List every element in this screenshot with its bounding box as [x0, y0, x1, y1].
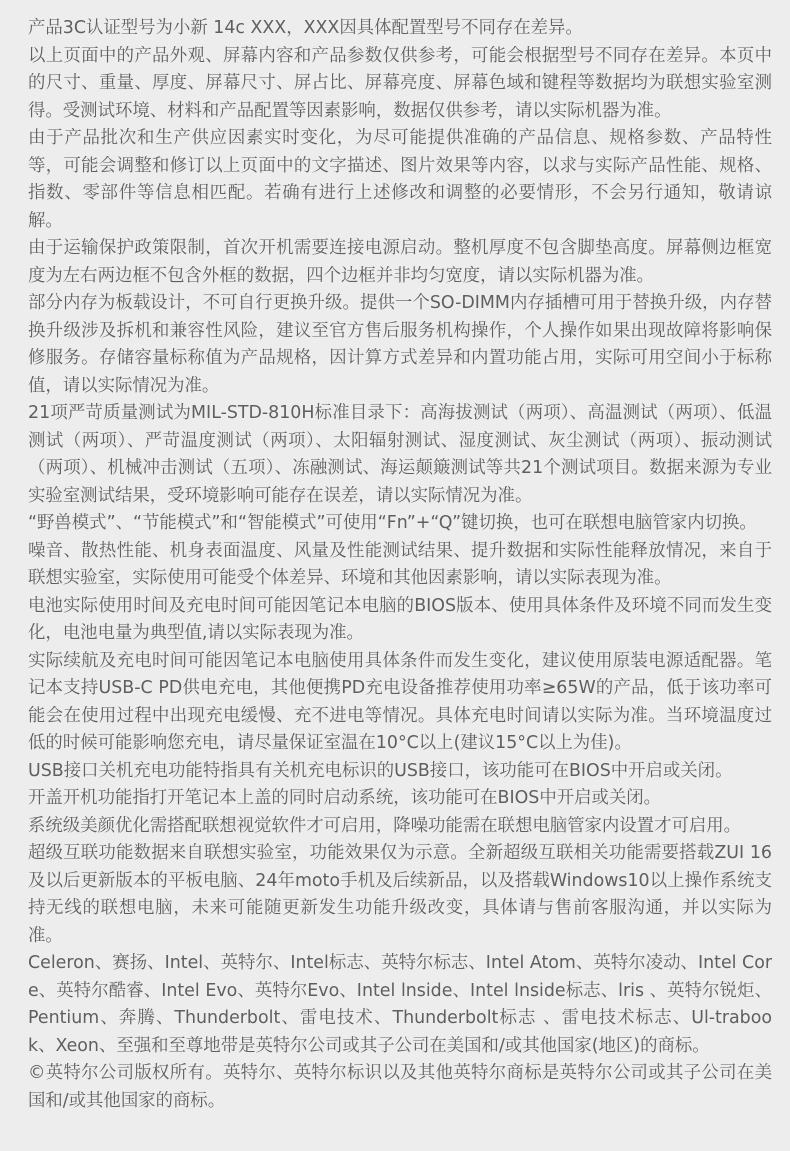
disclaimer-paragraph-beauty-denoise: 系统级美颜优化需搭配联想视觉软件才可启用，降噪功能需在联想电脑管家内设置才可启用。 — [28, 815, 742, 836]
disclaimer-paragraph-3c-model: 产品3C认证型号为小新 14c XXX，XXX因具体配置型号不同存在差异。 — [28, 18, 583, 38]
disclaimer-paragraph-thermal-noise: 噪音、散热性能、机身表面温度、风量及性能测试结果、提升数据和实际性能释放情况，来自于联想实验室，实际使用可能受个体差异、环境和其他因素影响，请以实际表现为准。 — [28, 540, 772, 588]
disclaimer-paragraph-super-connect: 超级互联功能数据来自联想实验室，功能效果仅为示意。全新超级互联相关功能需要搭载ZUI 16及以后更新版本的平板电脑、24年moto手机及后续新品，以及搭载Windows10以上操作系统支持无线的联想电脑，未来可能随更新发生功能升级改变，具体请与售前客服沟通，并以实际为准。 — [28, 843, 772, 946]
disclaimer-paragraph-revisions: 由于产品批次和生产供应因素实时变化，为尽可能提供准确的产品信息、规格参数、产品特性等，可能会调整和修订以上页面中的文字描述、图片效果等内容，以求与实际产品性能、规格、指数、零部件等信息相匹配。若确有进行上述修改和调整的必要情形，不会另行通知，敬请谅解。 — [28, 128, 772, 231]
disclaimer-paragraph-performance-modes: “野兽模式”、“节能模式”和“智能模式”可使用“Fn”+“Q”键切换，也可在联想电脑管家内切换。 — [28, 513, 757, 533]
disclaimer-paragraph-charging: 实际续航及充电时间可能因笔记本电脑使用具体条件而发生变化，建议使用原装电源适配器。笔记本支持USB-C PD供电充电，其他便携PD充电设备推荐使用功率≥65W的产品，低于该功率可能会在使用过程中出现充电缓慢、充不进电等情况。具体充电时间请以实际为准。当环境温度过低的时候可能影响您充电，请尽量保证室温在10°C以上(建议15°C以上为佳)。 — [28, 650, 772, 753]
disclaimer-paragraph-memory-storage: 部分内存为板载设计，不可自行更换升级。提供一个SO-DIMM内存插槽可用于替换升级，内存替换升级涉及拆机和兼容性风险，建议至官方售后服务机构操作，个人操作如果出现故障将影响保修服务。存储容量标称值为产品规格，因计算方式差异和内置功能占用，实际可用空间小于标称值，请以实际情况为准。 — [28, 293, 772, 396]
disclaimer-paragraph-copyright: ©英特尔公司版权所有。英特尔、英特尔标识以及其他英特尔商标是英特尔公司或其子公司在美国和/或其他国家的商标。 — [28, 1063, 772, 1111]
disclaimer-paragraph-lid-open-boot: 开盖开机功能指打开笔记本上盖的同时启动系统，该功能可在BIOS中开启或关闭。 — [28, 788, 662, 808]
disclaimer-paragraph-first-boot: 由于运输保护政策限制，首次开机需要连接电源启动。整机厚度不包含脚垫高度。屏幕侧边框宽度为左右两边框不包含外框的数据，四个边框并非均匀宽度，请以实际机器为准。 — [28, 238, 772, 286]
disclaimer-paragraph-intel-trademarks: Celeron、赛扬、Intel、英特尔、Intel标志、英特尔标志、Intel Atom、英特尔凌动、Intel Core、英特尔酷睿、Intel Evo、英特尔Evo、Intel lnside、Intel lnside标志、lris 、英特尔锐炬、Pentium、奔腾、Thunderbolt、雷电技术、Thunderbolt标志 、雷电技术标志、Ul-trabook、Xeon、至强和至尊地带是英特尔公司或其子公司在美国和/或其他国家(地区)的商标。 — [28, 953, 772, 1056]
disclaimer-paragraph-appearance: 以上页面中的产品外观、屏幕内容和产品参数仅供参考，可能会根据型号不同存在差异。本页中的尺寸、重量、厚度、屏幕尺寸、屏占比、屏幕亮度、屏幕色域和键程等数据均为联想实验室测得。受测试环境、材料和产品配置等因素影响，数据仅供参考，请以实际机器为准。 — [28, 45, 772, 121]
disclaimer-paragraph-usb-off-charging: USB接口关机充电功能特指具有关机充电标识的USB接口，该功能可在BIOS中开启或关闭。 — [28, 760, 733, 781]
disclaimer-paragraph-mil-std-tests: 21项严苛质量测试为MIL-STD-810H标准目录下：高海拔测试（两项）、高温测试（两项）、低温测试（两项）、严苛温度测试（两项）、太阳辐射测试、湿度测试、灰尘测试（两项）、振动测试（两项）、机械冲击测试（五项）、冻融测试、海运颠簸测试等共21个测试项目。数据来源为专业实验室测试结果，受环境影响可能存在误差，请以实际情况为准。 — [28, 403, 772, 506]
disclaimer-paragraph-battery-life: 电池实际使用时间及充电时间可能因笔记本电脑的BIOS版本、使用具体条件及环境不同而发生变化，电池电量为典型值,请以实际表现为准。 — [28, 595, 772, 643]
